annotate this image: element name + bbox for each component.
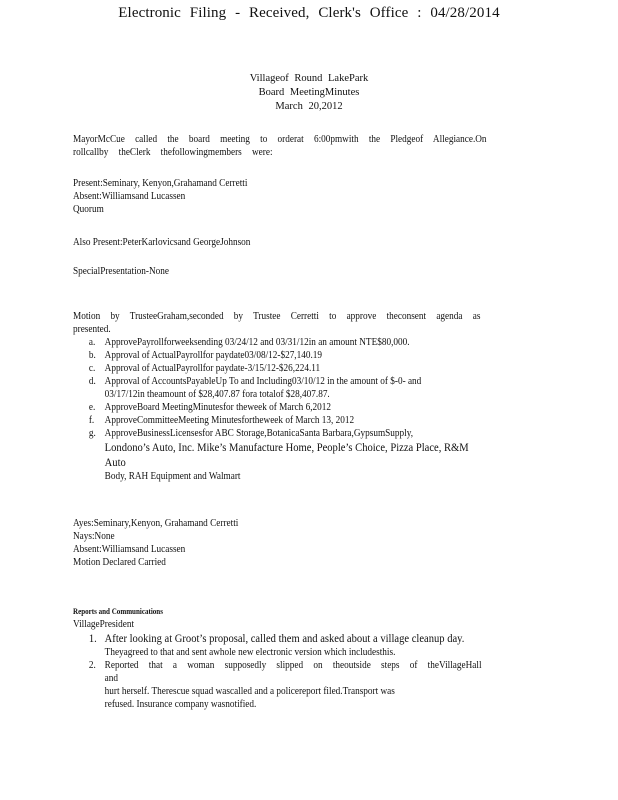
filing-header: Electronic Filing - Received, Clerk's Office : 04/28/2014 xyxy=(118,5,500,21)
list-item: e. ApproveBoard MeetingMinutesfor theweek of March 6,2012 xyxy=(88,402,332,413)
vote-result xyxy=(73,517,487,569)
list-item: a. ApprovePayrollforweeksending 03/24/12 and 03/31/12in an amount NTE$80,000. xyxy=(88,337,410,348)
present-line: Present:Seminary, Kenyon,Grahamand Cerretti xyxy=(73,178,248,189)
minutes-title-block xyxy=(0,72,618,114)
nays-line: Nays:None xyxy=(73,531,115,542)
list-item: 2. Reported that a woman supposedly slipped on theoutside steps of theVillageHall and hurt herself. Therescue squad wascalled and a policereport filed.Transport was refused. Insurance company wasnotified. xyxy=(88,660,482,710)
quorum-line: Quorum xyxy=(73,204,104,215)
reports-section xyxy=(73,605,487,711)
list-item: g. ApproveBusinessLicensesfor ABC Storage,BotanicaSanta Barbara,GypsumSupply, Londono’s Auto, Inc. Mike’s Manufacture Home, People’s Choice, Pizza Place, R&M Auto Body, RAH Equipment and Walmart xyxy=(88,428,469,482)
intro-paragraph: MayorMcCue called the board meeting to orderat 6:00pmwith the Pledgeof Allegiance.On rollcallby theClerk thefollowingmembers were: xyxy=(73,134,487,158)
reports-heading: Reports and Communications xyxy=(73,607,163,616)
roll-call xyxy=(73,177,487,216)
also-present: Also Present:PeterKarlovicsand GeorgeJohnson xyxy=(73,237,251,248)
village-president-heading: VillagePresident xyxy=(73,619,135,630)
ayes-line: Ayes:Seminary,Kenyon, Grahamand Cerretti xyxy=(73,518,239,529)
vote-absent-line: Absent:Williamsand Lucassen xyxy=(73,544,186,555)
list-item: 1. After looking at Groot’s proposal, called them and asked about a village cleanup day. Theyagreed to that and sent awhole new electronic version which includesthis. xyxy=(88,631,465,658)
list-item: d. Approval of AccountsPayableUp To and Including03/10/12 in the amount of $-0- and 03/17/12in theamount of $28,407.87 fora totalof $28,407.87. xyxy=(88,376,422,400)
special-presentation: SpecialPresentation-None xyxy=(73,266,169,277)
village-name: Villageof Round LakePark xyxy=(249,73,369,84)
motion-result: Motion Declared Carried xyxy=(73,557,166,568)
list-item: f. ApproveCommitteeMeeting Minutesfortheweek of March 13, 2012 xyxy=(88,415,355,426)
list-item: b. Approval of ActualPayrollfor paydate03/08/12-$27,140.19 xyxy=(88,350,323,361)
meeting-type: Board MeetingMinutes xyxy=(258,87,360,98)
business-licenses-cont: Londono’s Auto, Inc. Mike’s Manufacture Home, People’s Choice, Pizza Place, R&M Auto xyxy=(104,440,469,469)
meeting-date: March 20,2012 xyxy=(275,101,343,112)
consent-motion: Motion by TrusteeGraham,seconded by Trustee Cerretti to approve theconsent agenda as presented. a. ApprovePayrollforweeksending 03/24/12 and 03/31/12in an amount NTE$80,000. b. Approval of ActualPayrollfor paydate03/08/12-$27,140.19 c. Approval of ActualPayrollfor paydate-3/15/12-$26,224.11 d. Approval of AccountsPayableUp To and Including03/10/12 in the amount of $-0- and 03/17/12in theamount of $28,407.87 fora totalof $28,407.87. e. ApproveBoard MeetingMinutesfor theweek of March 6,2012 f. ApproveCommitteeMeeting Minutesfortheweek of March 13, 2012 g. ApproveBusinessLicensesfor ABC Storage,BotanicaSanta Barbara,GypsumSupply, Londono’s Auto, Inc. Mike’s Manufacture Home, People’s Choice, Pizza Place, R&M Auto Body, RAH Equipment and Walmart xyxy=(73,310,487,483)
absent-line: Absent:Williamsand Lucassen xyxy=(73,191,186,202)
president-report-items xyxy=(73,631,487,711)
list-item: c. Approval of ActualPayrollfor paydate-3/15/12-$26,224.11 xyxy=(88,363,321,374)
consent-items xyxy=(73,336,487,483)
